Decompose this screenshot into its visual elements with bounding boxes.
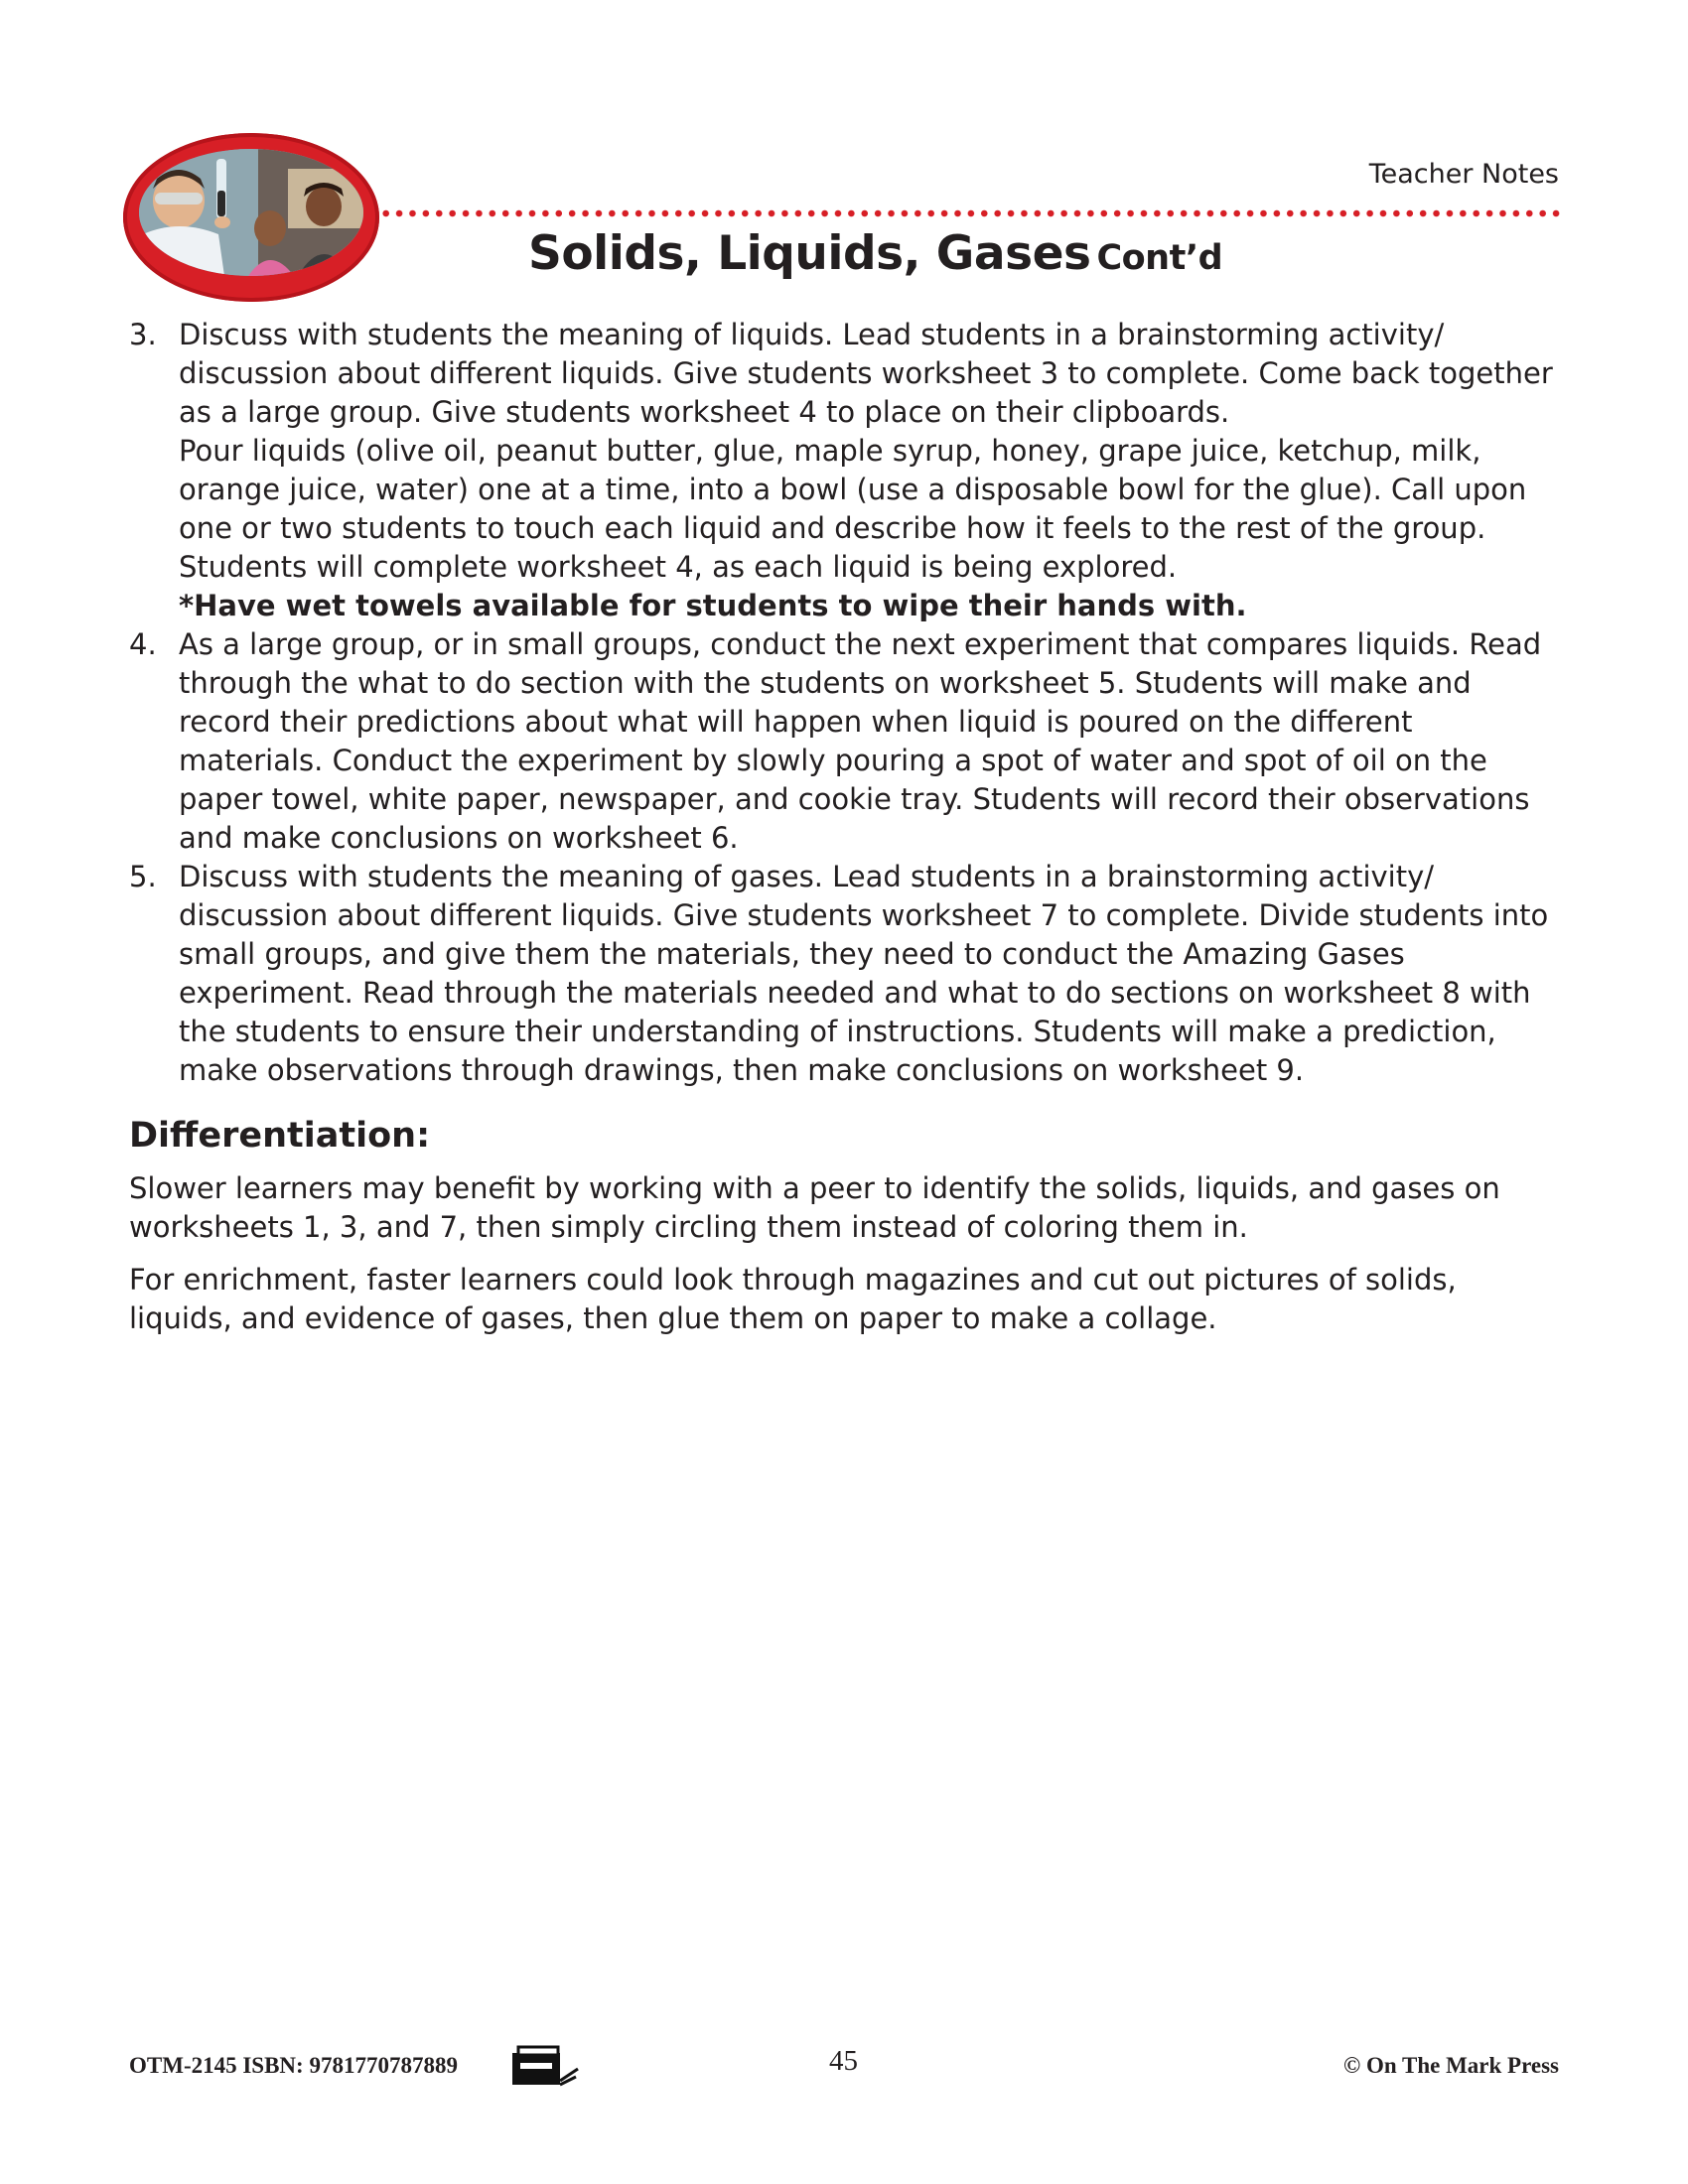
page-title-text: Solids, Liquids, Gases xyxy=(528,226,1091,281)
photocopier-icon xyxy=(510,2043,580,2093)
students-science-photo xyxy=(139,149,363,276)
page-footer xyxy=(129,2045,1559,2095)
step-paragraph: Discuss with students the meaning of liquids. Lead students in a brainstorming activity/ discussion about different liquids. Give students worksheet 3 to complete. Come back together as a large group. Give students worksheet 4 to place on their clipboards. xyxy=(179,318,1553,429)
differentiation-heading: Differentiation: xyxy=(129,1116,431,1156)
copyright: © On The Mark Press xyxy=(1343,2053,1559,2078)
safety-note: *Have wet towels available for students to wipe their hands with. xyxy=(179,589,1247,622)
differentiation-paragraph: For enrichment, faster learners could look through magazines and cut out pictures of solids, liquids, and evidence of gases, then glue them on paper to make a collage. xyxy=(129,1263,1457,1335)
differentiation-paragraph: Slower learners may benefit by working with a peer to identify the solids, liquids, and gases on worksheets 1, 3, and 7, then simply circling them instead of coloring them in. xyxy=(129,1171,1500,1244)
page-title xyxy=(528,226,1222,281)
step-paragraph: Discuss with students the meaning of gases. Lead students in a brainstorming activity/ discussion about different liquids. Give students worksheet 7 to complete. Divide students into small groups, and give them the materials, they need to conduct the Amazing Gases experiment. Read through the materials needed and what to do sections on worksheet 8 with the students to ensure their understanding of instructions. Students will make a prediction, make observations through drawings, then make conclusions on worksheet 9. xyxy=(179,860,1549,1087)
dotted-divider xyxy=(379,209,1561,217)
steps-list xyxy=(129,316,1559,1090)
step-item xyxy=(129,625,1559,858)
step-paragraph: Pour liquids (olive oil, peanut butter, glue, maple syrup, honey, grape juice, ketchup, milk, orange juice, water) one at a time, into a bowl (use a disposable bowl for the glue). Call upon one or two students to touch each liquid and describe how it feels to the rest of the group. Students will complete worksheet 4, as each liquid is being explored. xyxy=(179,434,1527,584)
differentiation-section xyxy=(129,1169,1559,1352)
page-title-suffix: Cont’d xyxy=(1096,238,1223,278)
header-photo-frame xyxy=(123,133,379,302)
section-label: Teacher Notes xyxy=(1368,159,1559,190)
step-paragraph: As a large group, or in small groups, conduct the next experiment that compares liquids. Read through the what to do section with the students on worksheet 5. Students will make and record their predictions about what will happen when liquid is poured on the different materials. Conduct the experiment by slowly pouring a spot of water and spot of oil on the paper towel, white paper, newspaper, and cookie tray. Students will record their observations and make conclusions on worksheet 6. xyxy=(179,627,1542,855)
product-code-isbn: OTM-2145 ISBN: 9781770787889 xyxy=(129,2053,458,2078)
step-number: 4. xyxy=(129,627,157,661)
page-number: 45 xyxy=(829,2045,858,2077)
step-item xyxy=(129,858,1559,1090)
step-number: 3. xyxy=(129,318,157,351)
step-item xyxy=(129,316,1559,625)
step-number: 5. xyxy=(129,860,157,893)
